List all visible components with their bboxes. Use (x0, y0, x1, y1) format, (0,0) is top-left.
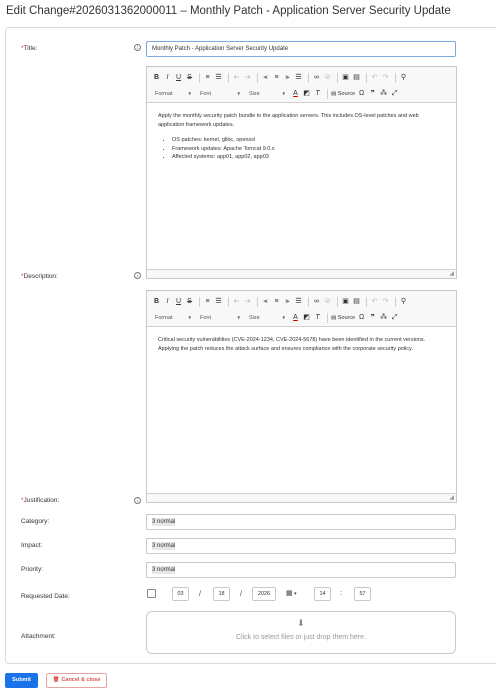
description-label: *Description: (21, 273, 58, 280)
resize-grip-icon[interactable]: ◢ (449, 271, 454, 277)
italic-button[interactable]: I (166, 73, 169, 81)
align-right-icon[interactable]: ⫸ (285, 297, 290, 305)
bulleted-list-icon[interactable]: ☰ (215, 73, 222, 81)
align-justify-icon[interactable]: ☰ (295, 73, 302, 81)
attachment-label: Attachment: (21, 633, 56, 640)
toolbar-separator (366, 73, 367, 83)
day-input[interactable]: 18 (213, 587, 230, 601)
strikethrough-button[interactable]: S (187, 73, 192, 81)
unlink-icon[interactable]: ⊘ (324, 297, 331, 305)
blockquote-icon[interactable]: ❞ (370, 313, 375, 321)
editor-bullet-list (158, 136, 445, 162)
cancel-close-button[interactable] (46, 673, 107, 688)
font-dropdown[interactable]: Font ▾ (200, 314, 240, 321)
year-input[interactable]: 2026 (252, 587, 276, 601)
impact-field[interactable]: 3 normal (146, 538, 456, 554)
source-icon: ▤ (331, 90, 338, 97)
submit-button[interactable]: Submit (5, 673, 38, 688)
chevron-down-icon: ▾ (188, 314, 191, 321)
editor-paragraph: Critical security vulnerabilities (CVE-2024-1234, CVE-2024-5678) have been identified in the current versions. Applying the patch reduces the attack surface and ensures compliance with the corporate security policy. (158, 337, 426, 352)
outdent-icon[interactable]: ⇤ (233, 297, 240, 305)
date-separator: / (240, 591, 242, 598)
bold-button[interactable]: B (153, 297, 160, 305)
minute-input[interactable]: 57 (354, 587, 371, 601)
maximize-icon[interactable]: ⤢ (391, 313, 398, 321)
description-editor[interactable] (146, 66, 457, 279)
toolbar-separator (327, 89, 328, 99)
hour-input[interactable]: 14 (314, 587, 331, 601)
text-color-icon[interactable]: A (293, 89, 298, 97)
list-item: • Framework updates: Apache Tomcat 9.0.x (172, 145, 445, 154)
category-label: Category: (21, 518, 50, 525)
toolbar-separator (257, 73, 258, 83)
cancel-label: Cancel & close (61, 677, 101, 683)
image-icon[interactable]: ▣ (342, 73, 349, 81)
chevron-down-icon: ▾ (282, 90, 285, 97)
undo-icon[interactable]: ↶ (371, 297, 378, 305)
redo-icon[interactable]: ↷ (382, 297, 389, 305)
upload-icon: ⬇ (297, 618, 305, 628)
bulleted-list-icon[interactable]: ☰ (215, 297, 222, 305)
dropzone-hint: Click to select files or just drop them here. (236, 634, 366, 641)
toolbar-separator (308, 73, 309, 83)
find-icon[interactable]: ⚲ (400, 297, 407, 305)
info-icon[interactable]: i (134, 44, 141, 51)
editor-statusbar (147, 269, 456, 278)
priority-field[interactable]: 3 normal (146, 562, 456, 578)
source-button[interactable]: ▤ Source (331, 312, 355, 324)
link-icon[interactable]: ∞ (314, 297, 319, 305)
priority-label: Priority: (21, 566, 44, 573)
time-separator: : (340, 590, 342, 597)
editor-paragraph: Apply the monthly security patch bundle to the application servers. This includes OS-level patches and web application framework updates. (158, 113, 419, 128)
list-item: • Affected systems: app01, app02, app03 (172, 153, 445, 162)
size-dropdown[interactable]: Size ▾ (249, 314, 285, 321)
remove-format-icon[interactable]: T (315, 89, 320, 97)
editor-toolbar (147, 67, 456, 103)
strikethrough-button[interactable]: S (187, 297, 192, 305)
list-item: • OS patches: kernel, glibc, openssl (172, 136, 445, 145)
background-color-icon[interactable]: ◩ (303, 313, 310, 321)
find-icon[interactable]: ⚲ (400, 73, 407, 81)
date-separator: / (199, 591, 201, 598)
toolbar-separator (228, 297, 229, 307)
undo-icon[interactable]: ↶ (371, 73, 378, 81)
toolbar-separator (199, 73, 200, 83)
size-dropdown[interactable]: Size ▾ (249, 90, 285, 97)
toolbar-separator (257, 297, 258, 307)
toolbar-separator (308, 297, 309, 307)
table-icon[interactable]: ▤ (353, 73, 360, 81)
special-char-button[interactable]: Ω (359, 313, 365, 321)
chevron-down-icon[interactable]: ▾ (294, 591, 297, 597)
chevron-down-icon: ▾ (237, 314, 240, 321)
justification-editor[interactable] (146, 290, 457, 503)
info-icon[interactable]: i (134, 272, 141, 279)
chevron-down-icon: ▾ (282, 314, 285, 321)
requested-date-label: Requested Date: (21, 593, 70, 600)
editor-content[interactable] (147, 103, 456, 171)
attachment-dropzone[interactable] (146, 611, 456, 654)
align-justify-icon[interactable]: ☰ (295, 297, 302, 305)
numbered-list-icon[interactable]: ≡ (205, 73, 210, 81)
format-dropdown[interactable]: Format ▾ (155, 314, 191, 321)
page-title: Edit Change#2026031362000011 – Monthly Patch - Application Server Security Update (6, 5, 451, 17)
toolbar-separator (366, 297, 367, 307)
align-left-icon[interactable]: ⫷ (263, 73, 268, 81)
link-icon[interactable]: ∞ (314, 73, 319, 81)
remove-format-icon[interactable]: T (315, 313, 320, 321)
toolbar-separator (228, 73, 229, 83)
font-dropdown[interactable]: Font ▾ (200, 90, 240, 97)
text-color-icon[interactable]: A (293, 313, 298, 321)
maximize-icon[interactable]: ⤢ (391, 89, 398, 97)
toolbar-separator (395, 297, 396, 307)
underline-button[interactable]: U (175, 73, 182, 81)
align-left-icon[interactable]: ⫷ (263, 297, 268, 305)
chevron-down-icon: ▾ (237, 90, 240, 97)
align-center-icon[interactable]: ≡ (274, 297, 279, 305)
toolbar-separator (337, 73, 338, 83)
italic-button[interactable]: I (166, 297, 169, 305)
image-icon[interactable]: ▣ (342, 297, 349, 305)
underline-button[interactable]: U (175, 297, 182, 305)
redo-icon[interactable]: ↷ (382, 73, 389, 81)
blockquote-icon[interactable]: ❞ (370, 89, 375, 97)
bold-button[interactable]: B (153, 73, 160, 81)
special-char-button[interactable]: Ω (359, 89, 365, 97)
table-icon[interactable]: ▤ (353, 297, 360, 305)
unlink-icon[interactable]: ⊘ (324, 73, 331, 81)
source-button[interactable]: ▤ Source (331, 88, 355, 100)
background-color-icon[interactable]: ◩ (303, 89, 310, 97)
category-field[interactable]: 3 normal (146, 514, 456, 530)
title-input[interactable]: Monthly Patch - Application Server Security Update (146, 41, 456, 57)
editor-content[interactable] (147, 327, 456, 362)
trash-icon: 🗑 (52, 677, 60, 683)
info-icon[interactable]: i (134, 497, 141, 504)
impact-label: Impact: (21, 542, 43, 549)
resize-grip-icon[interactable]: ◢ (449, 495, 454, 501)
toolbar-separator (327, 313, 328, 323)
toolbar-separator (199, 297, 200, 307)
chevron-down-icon: ▾ (188, 90, 191, 97)
source-icon: ▤ (331, 314, 338, 321)
align-center-icon[interactable]: ≡ (274, 73, 279, 81)
requested-date-checkbox[interactable] (147, 589, 156, 598)
justification-label: *Justification: (21, 497, 60, 504)
calendar-icon[interactable]: ▦ (286, 590, 293, 597)
align-right-icon[interactable]: ⫸ (285, 73, 290, 81)
code-snippet-icon[interactable]: ⁂ (380, 89, 388, 97)
code-snippet-icon[interactable]: ⁂ (380, 313, 388, 321)
editor-toolbar (147, 291, 456, 327)
toolbar-separator (337, 297, 338, 307)
format-dropdown[interactable]: Format ▾ (155, 90, 191, 97)
indent-icon[interactable]: ⇥ (244, 73, 251, 81)
month-input[interactable]: 03 (172, 587, 189, 601)
title-label: *Title: (21, 45, 38, 52)
indent-icon[interactable]: ⇥ (244, 297, 251, 305)
toolbar-separator (395, 73, 396, 83)
outdent-icon[interactable]: ⇤ (233, 73, 240, 81)
editor-statusbar (147, 493, 456, 502)
numbered-list-icon[interactable]: ≡ (205, 297, 210, 305)
